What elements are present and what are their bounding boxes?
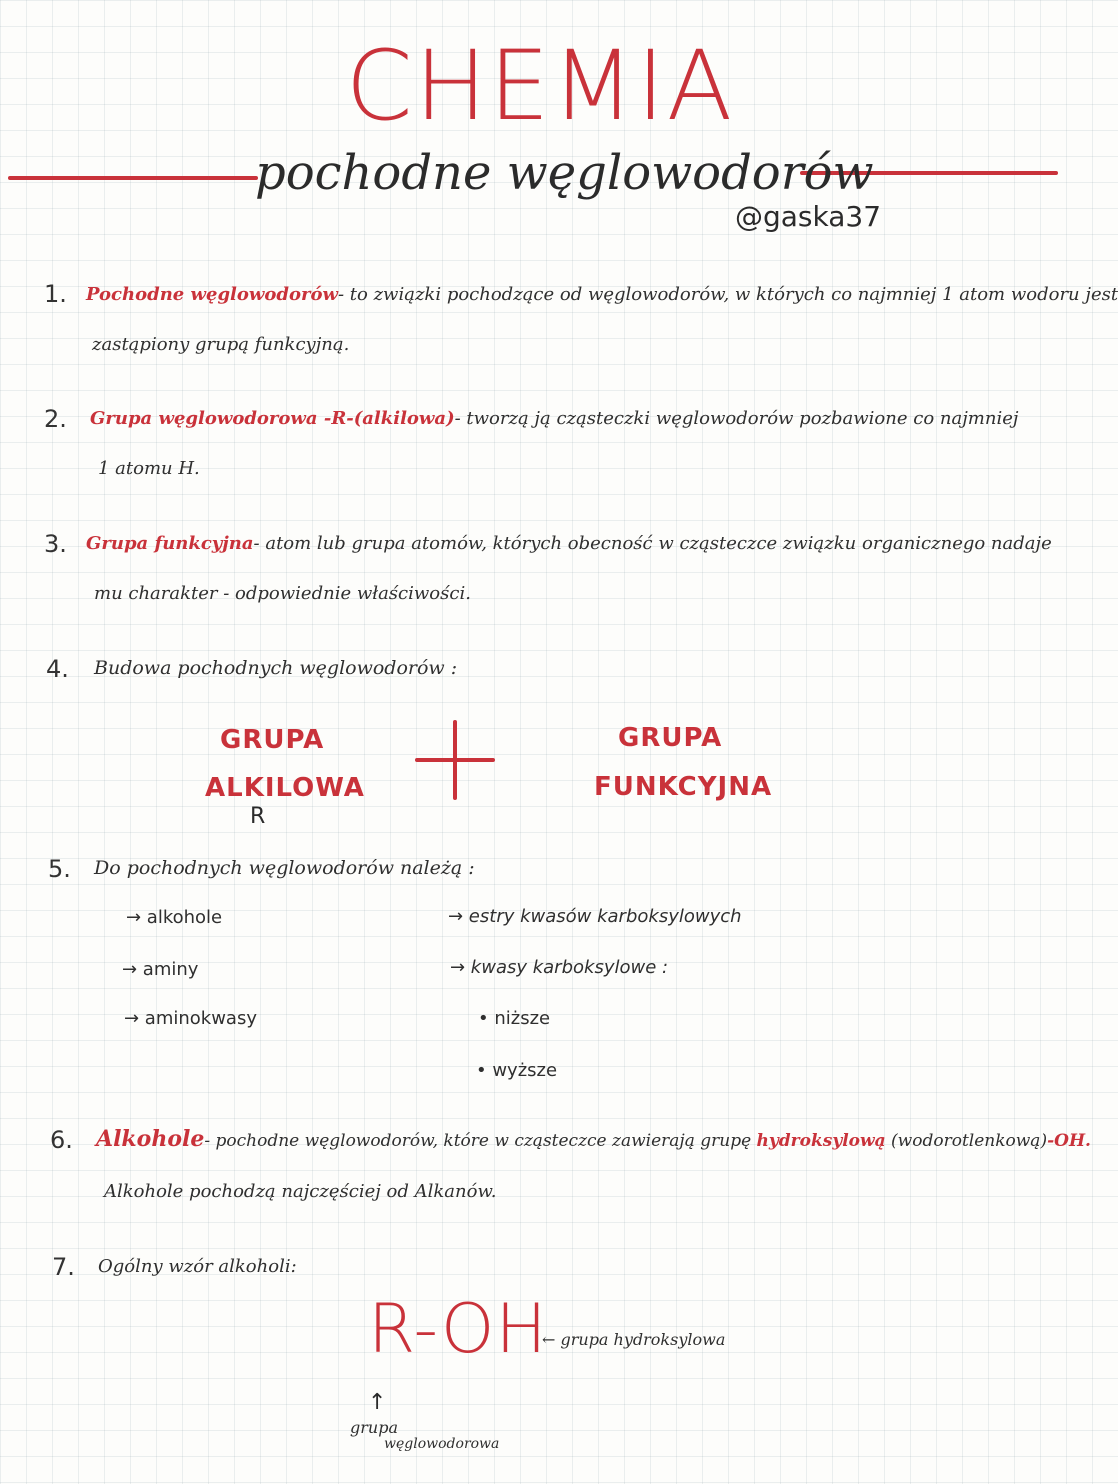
list-item-higher: • wyższe — [476, 1060, 558, 1081]
point-2-term: Grupa węglowodorowa -R-(alkilowa) — [90, 408, 455, 429]
point-5-number: 5. — [48, 855, 71, 883]
list-item-amines: → aminy — [122, 959, 199, 980]
list-item-alcohols: → alkohole — [126, 907, 223, 928]
up-arrow-icon: ↑ — [368, 1390, 387, 1415]
alkyl-group-line1: GRUPA — [220, 725, 325, 755]
list-item-carboxylic-acids: → kwasy karboksylowe : — [450, 957, 669, 978]
author-handle: @gaska37 — [735, 200, 882, 233]
list-item-amino-acids: → aminokwasy — [124, 1008, 257, 1029]
point-6-oh: -OH. — [1047, 1131, 1091, 1151]
point-6-continuation: Alkohole pochodzą najczęściej od Alkanów. — [104, 1181, 497, 1202]
alkyl-symbol: R — [250, 804, 266, 829]
point-2-continuation: 1 atomu H. — [98, 458, 200, 479]
formula-arrow-label: ← grupa hydroksylowa — [542, 1330, 726, 1349]
point-6-hydroxyl-term: hydroksylową — [756, 1131, 886, 1151]
point-4-text: Budowa pochodnych węglowodorów : — [94, 657, 458, 679]
point-7-text: Ogólny wzór alkoholi: — [98, 1256, 297, 1277]
functional-group-line2: FUNKCYJNA — [594, 772, 773, 802]
point-2-number: 2. — [44, 405, 67, 433]
left-divider — [8, 176, 258, 180]
point-1-number: 1. — [44, 280, 67, 308]
page-title: CHEMIA — [345, 30, 735, 142]
point-2-definition: - tworzą ją cząsteczki węglowodorów pozbawione co najmniej — [454, 408, 1019, 429]
point-1-continuation: zastąpiony grupą funkcyjną. — [92, 334, 350, 355]
alcohol-formula: R-OH — [368, 1290, 548, 1369]
point-6-hydroxide: (wodorotlenkową) — [891, 1131, 1048, 1151]
point-3-term: Grupa funkcyjna — [86, 533, 254, 554]
point-2-text — [90, 408, 1018, 429]
alkyl-group-line2: ALKILOWA — [205, 773, 365, 803]
point-3-text — [86, 533, 1052, 554]
functional-group-line1: GRUPA — [618, 723, 723, 753]
point-6-term: Alkohole — [96, 1126, 205, 1152]
point-4-number: 4. — [46, 655, 69, 683]
point-6-number: 6. — [50, 1126, 73, 1154]
point-1-term: Pochodne węglowodorów — [86, 284, 338, 305]
page-subtitle: pochodne węglowodorów — [255, 145, 874, 201]
formula-below-label-2: węglowodorowa — [384, 1436, 500, 1452]
list-item-esters: → estry kwasów karboksylowych — [448, 906, 742, 927]
point-5-text: Do pochodnych węglowodorów należą : — [94, 857, 475, 879]
point-1-definition: - to związki pochodzące od węglowodorów, w których co najmniej 1 atom wodoru jest — [337, 284, 1118, 305]
formula-below-label-1: grupa — [350, 1418, 398, 1437]
plus-icon — [415, 720, 495, 800]
point-6-definition: - pochodne węglowodorów, które w cząsteczce zawierają grupę — [204, 1131, 752, 1151]
point-3-number: 3. — [44, 530, 67, 558]
list-item-lower: • niższe — [478, 1008, 551, 1029]
point-1-text — [86, 284, 1118, 305]
point-7-number: 7. — [52, 1253, 75, 1281]
point-3-continuation: mu charakter - odpowiednie właściwości. — [94, 583, 471, 604]
point-6-text — [96, 1126, 1091, 1152]
point-3-definition: - atom lub grupa atomów, których obecność w cząsteczce związku organicznego nadaje — [253, 533, 1052, 554]
